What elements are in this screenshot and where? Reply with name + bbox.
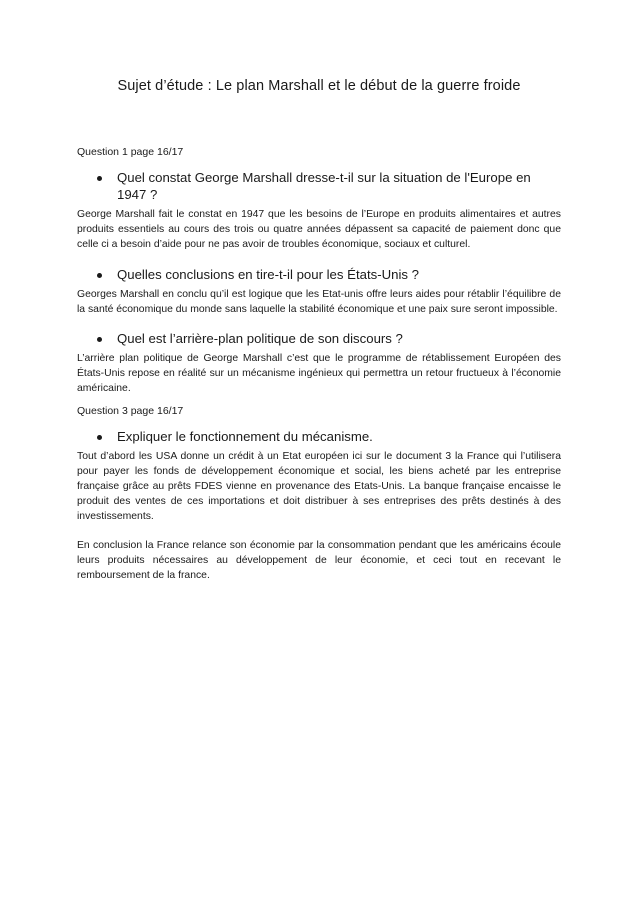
question-bullet	[77, 266, 561, 283]
question-label: Question 1 page 16/17	[77, 146, 184, 158]
bullet-dot-icon	[97, 337, 102, 342]
question-bullet	[77, 169, 561, 203]
question-text: Quelles conclusions en tire-t-il pour les États-Unis ?	[117, 266, 419, 282]
question-bullet	[77, 330, 561, 347]
answer-paragraph: Georges Marshall en conclu qu’il est logique que les Etat-unis offre leurs aides pour rétablir l’équilibre de la santé économique du monde sans laquelle la stabilité économique et une paix sure seront impossible.	[77, 288, 561, 315]
bullet-dot-icon	[97, 273, 102, 278]
question-bullet	[77, 428, 561, 445]
answer-paragraph: L’arrière plan politique de George Marshall c’est que le programme de rétablissement Européen des États-Unis repose en réalité sur un mécanisme ingénieux qui permettra un retour fructueux à l’économie américaine.	[77, 353, 561, 395]
question-text: Expliquer le fonctionnement du mécanisme.	[117, 428, 373, 444]
document-title: Sujet d’étude : Le plan Marshall et le début de la guerre froide	[117, 78, 521, 94]
document-body	[77, 146, 561, 596]
answer-paragraph: George Marshall fait le constat en 1947 que les besoins de l’Europe en produits alimentaires et autres produits essentiels au cours des trois ou quatre années dépassent sa capacité de paiement donc que celle ci a besoin d’aide pour ne pas avoir de troubles économique, sociaux et culturel.	[77, 209, 561, 251]
conclusion-paragraph: En conclusion la France relance son économie par la consommation pendant que les américains écoule leurs produits nécessaires au développement de leur économie, et ceci tout en recevant le remboursement de la france.	[77, 539, 561, 582]
bullet-dot-icon	[97, 176, 102, 181]
question-text: Quel est l’arrière-plan politique de son discours ?	[117, 331, 403, 347]
answer-paragraph: Tout d’abord les USA donne un crédit à un Etat européen ici sur le document 3 la France qui l’utilisera pour payer les fonds de développement économique et social, les biens acheté par les entreprise française grâce au prêts FDES vienne en provenance des Etats-Unis. La banque française encaisse le produit des ventes de ces importations et doit distribuer à ses entreprises des prêts destinés à des investissements.	[77, 450, 561, 523]
bullet-dot-icon	[97, 435, 102, 440]
question-label: Question 3 page 16/17	[77, 404, 184, 417]
question-text: Quel constat George Marshall dresse-t-il sur la situation de l'Europe en 1947 ?	[117, 170, 531, 202]
